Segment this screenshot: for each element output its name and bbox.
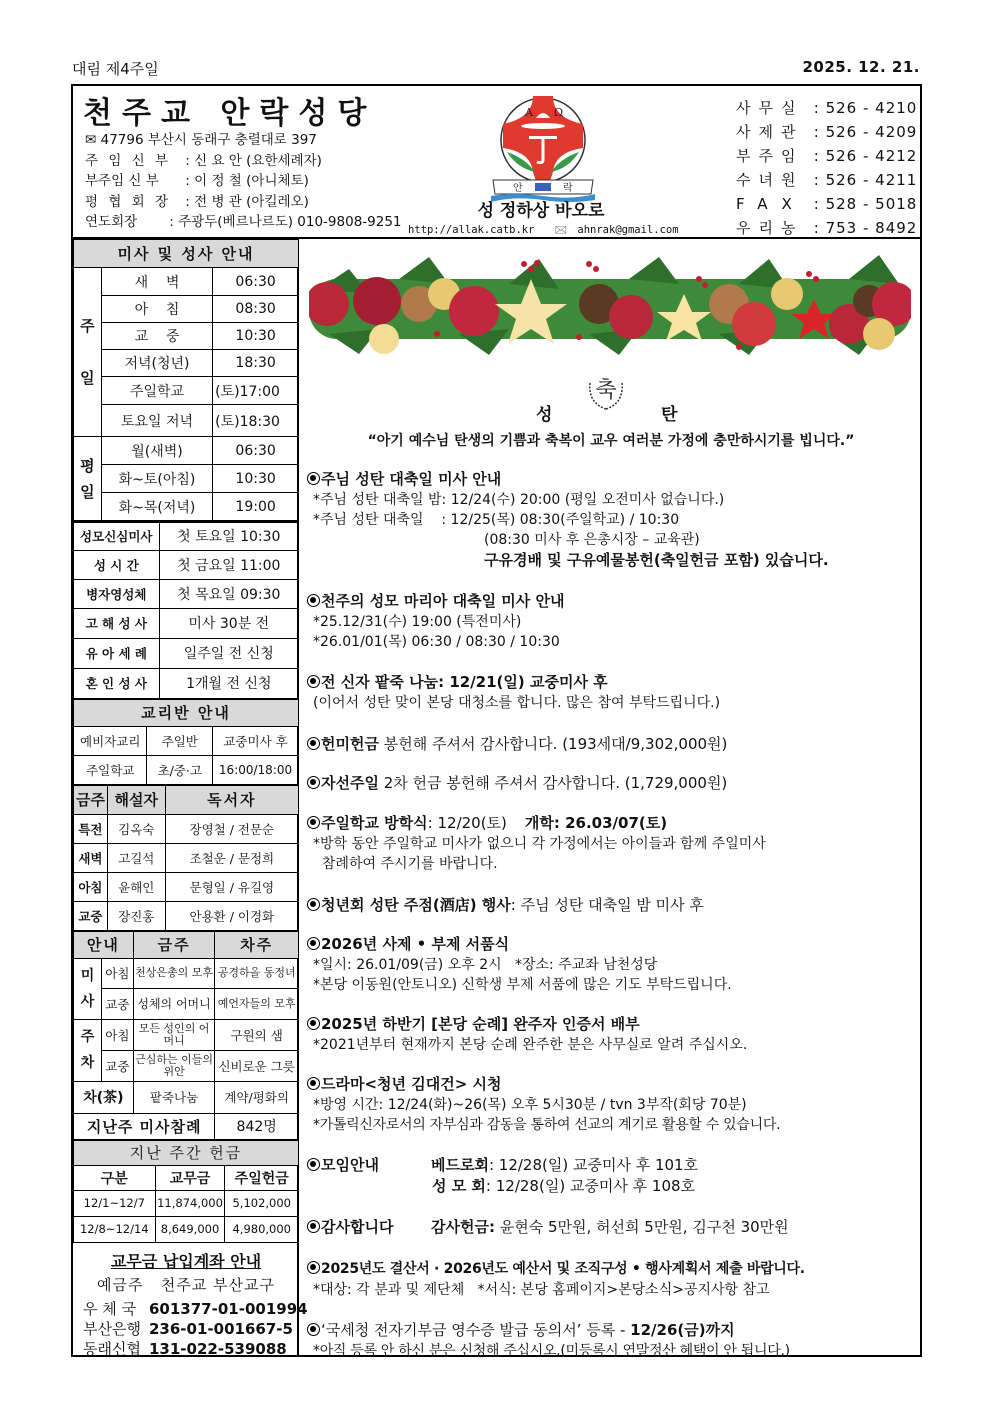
notice-title-text: 천주의 성모 마리아 대축일 미사 안내 <box>321 592 565 610</box>
sacrament-value: 첫 목요일 09:30 <box>159 579 298 608</box>
bullet-icon <box>307 594 320 607</box>
bullet-icon <box>307 816 320 829</box>
notice-title-text: 드라마<청년 김대건> 시청 <box>321 1075 502 1093</box>
notice-title <box>307 934 919 955</box>
christmas-garland-icon <box>309 249 911 359</box>
offering-sunday: 4,980,000 <box>225 1216 299 1242</box>
christmas-message: “아기 예수님 탄생의 기쁨과 축복이 교우 여러분 가정에 충만하시기를 빕니다.” <box>367 433 855 449</box>
phone-number: 526 - 4209 <box>825 123 918 141</box>
notice-line: *26.01/01(목) 06:30 / 08:30 / 10:30 <box>313 634 560 650</box>
phone-row: 부주임 : 526 - 4212 <box>736 144 917 168</box>
heading-right: 탄 <box>661 405 678 425</box>
guide-this-week: 성체의 어머니 <box>133 988 215 1019</box>
account-holder: 예금주 천주교 부산교구 <box>97 1275 275 1294</box>
staff-value: 신 요 안 (요한세례자) <box>194 152 322 169</box>
notice-rice-offering <box>307 734 919 755</box>
phone-label: FAX <box>736 195 806 213</box>
phone-label: 우리농 <box>736 219 804 237</box>
staff-value: 주광두(베르나르도) 010-9808-9251 <box>178 214 402 230</box>
heading-left: 성 <box>536 405 553 425</box>
notice-text: 2차 헌금 봉헌해 주셔서 감사합니다. (1,729,000원) <box>378 774 728 792</box>
notice-title <box>307 1014 919 1035</box>
parish-emblem-icon <box>473 88 613 208</box>
guide-next-week: 신비로운 그릇 <box>215 1050 299 1081</box>
tea-this-week: 팥죽나눔 <box>133 1081 215 1113</box>
reader-commentator: 고길석 <box>107 843 165 872</box>
bullet-icon <box>307 472 320 485</box>
offering-period: 12/1~12/7 <box>74 1190 156 1216</box>
guide-time: 아침 <box>101 958 133 988</box>
mass-name: 화~토(아침) <box>101 465 212 493</box>
funeral-president-row: 연도회장 : 주광두(베르나르도) 010-9808-9251 <box>85 212 402 233</box>
reader-mass: 교중 <box>74 901 108 930</box>
email-link[interactable]: ahnrak@gmail.com <box>577 224 679 236</box>
notice-meetings <box>307 1155 919 1197</box>
notice-title <box>307 469 919 490</box>
notice-line: *2021년부터 현재까지 본당 순례 완주한 분은 사무실로 알려 주십시오. <box>313 1037 748 1053</box>
contact-links <box>408 222 693 240</box>
guide-next-week: 예언자들의 모후 <box>215 988 299 1019</box>
notice-title-text: 청년회 성탄 주점(酒店) 행사 <box>321 896 511 914</box>
assistant-pastor-row: 부주임 신 부 : 이 정 철 (아니체토) <box>85 171 402 192</box>
notice-title-text: ‘국세청 전자기부금 영수증 발급 동의서’ 등록 - <box>321 1321 631 1339</box>
reader-commentator: 윤해인 <box>107 872 165 901</box>
notice-mary-mass <box>307 591 919 652</box>
mass-name: 저녁(청년) <box>101 350 212 377</box>
christmas-garland-image <box>309 249 911 359</box>
bullet-icon <box>307 1323 320 1336</box>
catechism-cell: 주일학교 <box>74 755 147 784</box>
mass-time: 10:30 <box>213 323 299 350</box>
bank-name: 동래신협 <box>83 1339 141 1358</box>
bulletin-date: 2025. 12. 21. <box>802 58 920 76</box>
notice-line: *주님 성탄 대축일 : 12/25(목) 08:30(주일학교) / 10:30 <box>313 512 680 528</box>
catechism-cell: 16:00/18:00 <box>213 755 299 784</box>
mass-time: (토)17:00 <box>213 377 299 405</box>
notice-line: *일시: 26.01/09(금) 오후 2시 *장소: 주교좌 남천성당 <box>313 957 658 973</box>
attendance-label: 지난주 미사참례 <box>74 1113 215 1139</box>
phone-list <box>736 96 917 240</box>
catechism-cell: 주일반 <box>147 726 213 755</box>
mass-name: 주일학교 <box>101 377 212 405</box>
phone-label: 사제관 <box>736 123 804 141</box>
mass-time: 06:30 <box>213 268 299 296</box>
guide-time: 교중 <box>101 988 133 1019</box>
svg-text:A: A <box>525 106 533 119</box>
mass-time: 18:30 <box>213 350 299 377</box>
parish-info <box>85 130 402 233</box>
bullet-icon <box>307 776 320 789</box>
tea-label: 차(茶) <box>74 1081 134 1113</box>
pastor-row: 주 임 신 부 : 신 요 안 (요한세례자) <box>85 151 402 172</box>
sacrament-name: 성 시 간 <box>74 550 160 579</box>
bullet-icon <box>307 937 320 950</box>
offering-period: 12/8~12/14 <box>74 1216 156 1242</box>
notice-title <box>307 1217 919 1238</box>
notice-title <box>307 813 919 834</box>
notice-title <box>307 1155 919 1176</box>
mass-name: 월(새벽) <box>101 437 212 465</box>
address: ✉ 47796 부산시 동래구 충렬대로 397 <box>85 132 317 148</box>
bank-name: 우 체 국 <box>83 1299 137 1318</box>
notice-sunday-school <box>307 813 919 874</box>
svg-text:안: 안 <box>513 183 523 194</box>
mass-time: 06:30 <box>213 437 299 465</box>
notice-text: : 주님 성탄 대축일 밤 미사 후 <box>510 896 704 914</box>
right-column <box>301 239 920 1359</box>
mass-time: 10:30 <box>213 465 299 493</box>
meeting-info: : 12/28(일) 교중미사 후 108호 <box>485 1177 696 1195</box>
notice-line: *방학 동안 주일학교 미사가 없으니 각 가정에서는 아이들과 함께 주일미사 <box>313 836 766 852</box>
tea-next-week: 계약/평화의 <box>215 1081 299 1113</box>
readers-header: 해설자 <box>107 785 165 814</box>
council-president-row: 평 협 회 장 : 전 병 관 (아킬레오) <box>85 192 402 213</box>
bullet-icon <box>307 1261 320 1274</box>
reader-mass: 특전 <box>74 814 108 843</box>
notice-title-text: 주일학교 방학식 <box>321 814 428 832</box>
phone-row: 수녀원 : 526 - 4211 <box>736 168 917 192</box>
offering-dues: 8,649,000 <box>155 1216 225 1242</box>
mass-guide-label: 미 사 <box>74 958 102 1019</box>
phone-number: 753 - 8492 <box>825 219 918 237</box>
mass-name: 교 중 <box>101 323 212 350</box>
notice-title-text: 주님 성탄 대축일 미사 안내 <box>321 470 502 488</box>
guide-time: 아침 <box>101 1019 133 1050</box>
notice-title-text: 자선주일 <box>321 774 379 792</box>
notice-red-bean <box>307 672 919 713</box>
sunday-label: 주 일 <box>74 268 102 437</box>
account-info <box>73 1243 308 1359</box>
weekday-label: 평 일 <box>74 437 102 521</box>
bullet-icon <box>307 1017 320 1030</box>
catechism-title: 교리반 안내 <box>74 699 299 726</box>
sacrament-value: 일주일 전 신청 <box>159 638 298 668</box>
staff-value: 전 병 관 (아킬레오) <box>194 193 309 210</box>
reader-commentator: 장진홍 <box>107 901 165 930</box>
readers-header: 금주 <box>74 785 108 814</box>
notice-line: *아직 등록 안 하신 분은 신청해 주십시오.(미등록시 연말정산 혜택이 안 됩니다.) <box>313 1343 790 1359</box>
mass-schedule-table <box>73 239 299 521</box>
notice-title <box>307 734 919 755</box>
sacrament-value: 첫 금요일 11:00 <box>159 550 298 579</box>
notice-title <box>307 1320 919 1341</box>
guide-this-week: 근심하는 이들의 위안 <box>133 1050 215 1081</box>
phone-label: 부주임 <box>736 147 804 165</box>
meeting-info: : 12/28(일) 교중미사 후 101호 <box>488 1156 699 1174</box>
parish-logo <box>473 88 613 208</box>
sacraments-table <box>73 521 299 699</box>
offering-title: 지난 주간 헌금 <box>74 1140 299 1165</box>
notice-text: 윤현숙 5만원, 허선희 5만원, 김구천 30만원 <box>494 1218 789 1236</box>
notice-title <box>307 672 919 693</box>
bank-account <box>83 1319 293 1339</box>
notice-title <box>307 591 919 612</box>
notice-line: *본당 이동원(안토니오) 신학생 부제 서품에 많은 기도 부탁드립니다. <box>313 977 732 993</box>
phone-number: 526 - 4210 <box>825 99 918 117</box>
bullet-icon <box>307 1220 320 1233</box>
notice-text: 봉헌해 주셔서 감사합니다. (193세대/9,302,000원) <box>378 735 728 753</box>
offering-header: 주일헌금 <box>225 1165 299 1190</box>
guides-table <box>73 931 299 1140</box>
notice-line: 참례하여 주시기를 바랍니다. <box>313 856 498 872</box>
thanks-label: 감사헌금: <box>431 1218 495 1236</box>
mass-name: 토요일 저녁 <box>101 405 212 437</box>
offering-dues: 11,874,000 <box>155 1190 225 1216</box>
mass-schedule-title: 미사 및 성사 안내 <box>74 240 299 268</box>
notice-title-text: 2025년도 결산서 · 2026년도 예산서 및 조직구성 • 행사계획서 제출 바랍니다. <box>321 1261 805 1277</box>
notice-title-text: 감사합니다 <box>321 1218 394 1236</box>
meeting-group: 성 모 회 <box>432 1177 486 1195</box>
guide-this-week: 천상은총의 모후 <box>133 958 215 988</box>
notice-thanks <box>307 1217 919 1238</box>
phone-row: 사무실 : 526 - 4210 <box>736 96 917 120</box>
notice-title <box>307 1074 919 1095</box>
bullet-icon <box>307 898 320 911</box>
notice-title <box>307 1259 919 1280</box>
reader-mass: 새벽 <box>74 843 108 872</box>
guide-this-week: 모든 성인의 어머니 <box>133 1019 215 1050</box>
mass-name: 화~목(저녁) <box>101 493 212 521</box>
liturgical-week: 대림 제4주일 <box>72 60 159 78</box>
mail-icon: 🖂 <box>554 224 568 236</box>
attendance-value: 842명 <box>215 1113 299 1139</box>
bullet-icon <box>307 1077 320 1090</box>
bullet-icon <box>307 1158 320 1171</box>
bullet-icon <box>307 675 320 688</box>
phone-row: FAX : 528 - 5018 <box>736 192 917 216</box>
account-number: 601377-01-001994 <box>149 1299 308 1318</box>
mass-name: 아 침 <box>101 296 212 323</box>
notice-text: : 12/20(토) <box>427 814 507 832</box>
mass-time: 08:30 <box>213 296 299 323</box>
phone-label: 사무실 <box>736 99 804 117</box>
catechism-table <box>73 699 299 785</box>
phone-number: 528 - 5018 <box>825 195 918 213</box>
reader-commentator: 김옥숙 <box>107 814 165 843</box>
svg-text:축: 축 <box>595 378 617 403</box>
catechism-cell: 초/중·고 <box>147 755 213 784</box>
readers-table <box>73 785 299 931</box>
left-column <box>73 239 308 1358</box>
notice-line: (이어서 성탄 맞이 본당 대청소를 합니다. 많은 참여 부탁드립니다.) <box>313 695 721 711</box>
staff-label: 부주임 신 부 <box>85 173 159 189</box>
christmas-heading <box>301 367 920 427</box>
bank-account <box>83 1339 289 1359</box>
notice-charity-sunday <box>307 773 919 794</box>
reader-names: 조철운 / 문정희 <box>165 843 298 872</box>
guide-time: 교중 <box>101 1050 133 1081</box>
sacrament-name: 유 아 세 례 <box>74 638 160 668</box>
homepage-link[interactable]: http://allak.catb.kr <box>408 224 535 236</box>
svg-text:Ω: Ω <box>554 106 564 119</box>
notice-ordination <box>307 934 919 995</box>
phone-number: 526 - 4211 <box>825 171 918 189</box>
phone-number: 526 - 4212 <box>825 147 918 165</box>
notice-line-bold: 구유경배 및 구유예물봉헌(축일헌금 포함) 있습니다. <box>484 551 829 569</box>
offering-header: 구분 <box>74 1165 156 1190</box>
sacrament-value: 미사 30분 전 <box>159 608 298 638</box>
account-number: 131-022-539088 <box>149 1339 287 1358</box>
offering-sunday: 5,102,000 <box>225 1190 299 1216</box>
account-number: 236-01-001667-5 <box>149 1319 293 1338</box>
staff-label: 연도회장 <box>85 214 138 230</box>
readers-header: 독서자 <box>165 785 298 814</box>
account-title: 교무금 납입계좌 안내 <box>110 1251 262 1271</box>
staff-label: 평 협 회 장 <box>85 193 172 210</box>
notice-title-text: 2026년 사제 • 부제 서품식 <box>321 935 510 953</box>
guides-header: 안내 <box>74 931 134 958</box>
sacrament-name: 병자영성체 <box>74 579 160 608</box>
reader-names: 안용환 / 이경화 <box>165 901 298 930</box>
offering-table <box>73 1140 299 1243</box>
parking-guide-label: 주 차 <box>74 1019 102 1081</box>
notice-title-text: 헌미헌금 <box>321 735 379 753</box>
catechism-cell: 교중미사 후 <box>213 726 299 755</box>
notice-line: *주님 성탄 대축일 밤: 12/24(수) 20:00 (평일 오전미사 없습니다.) <box>313 492 725 508</box>
notice-line: *방영 시간: 12/24(화)~26(목) 오후 5시30분 / tvn 3부작(회당 70분) <box>313 1097 747 1113</box>
reader-names: 장영철 / 전문순 <box>165 814 298 843</box>
guide-next-week: 구원의 샘 <box>215 1019 299 1050</box>
notice-line: *가톨릭신자로서의 자부심과 감동을 통하여 선교의 계기로 활용할 수 있습니다. <box>313 1117 781 1133</box>
notice-reopen-date: 개학: 26.03/07(토) <box>524 814 668 832</box>
offering-header: 교무금 <box>155 1165 225 1190</box>
notice-budget <box>307 1259 919 1300</box>
staff-label: 주 임 신 부 <box>85 152 172 169</box>
wreath-emblem <box>582 369 630 413</box>
reader-names: 문형일 / 유길영 <box>165 872 298 901</box>
notice-title-text: 전 신자 팥죽 나눔: 12/21(일) 교중미사 후 <box>321 673 608 691</box>
bank-name: 부산은행 <box>83 1319 141 1338</box>
notice-drama <box>307 1074 919 1135</box>
catechism-cell: 예비자교리 <box>74 726 147 755</box>
notice-title <box>307 773 919 794</box>
notice-deadline: 12/26(금)까지 <box>630 1321 735 1339</box>
notice-pilgrimage <box>307 1014 919 1055</box>
sacrament-name: 성모신심미사 <box>74 522 160 550</box>
phone-row: 사제관 : 526 - 4209 <box>736 120 917 144</box>
svg-text:락: 락 <box>563 183 573 194</box>
bullet-icon <box>307 737 320 750</box>
meeting-row <box>307 1176 919 1197</box>
guide-next-week: 공경하올 동정녀 <box>215 958 299 988</box>
notice-title-text: 모임안내 <box>321 1156 379 1174</box>
guides-header: 금주 <box>133 931 215 958</box>
phone-row: 우리농 : 753 - 8492 <box>736 216 917 240</box>
sacrament-name: 혼 인 성 사 <box>74 668 160 698</box>
notice-line: (08:30 미사 후 은총시장 – 교육관) <box>484 532 700 548</box>
mass-time: (토)18:30 <box>213 405 299 437</box>
parish-title: 천주교 안락성당 <box>83 96 377 131</box>
top-line <box>72 58 920 80</box>
sacrament-value: 첫 토요일 10:30 <box>159 522 298 550</box>
reader-mass: 아침 <box>74 872 108 901</box>
phone-label: 수녀원 <box>736 171 804 189</box>
bank-account <box>83 1299 308 1319</box>
mass-name: 새 벽 <box>101 268 212 296</box>
notice-tax-receipt <box>307 1320 919 1361</box>
notice-christmas-mass <box>307 469 919 570</box>
notice-title-text: 2025년 하반기 [본당 순례] 완주자 인증서 배부 <box>321 1015 640 1033</box>
notice-title <box>307 895 919 916</box>
notice-line: *25.12/31(수) 19:00 (특전미사) <box>313 614 522 630</box>
guides-header: 차주 <box>215 931 299 958</box>
notice-youth-pub <box>307 895 919 916</box>
meeting-group: 베드로회 <box>431 1156 489 1174</box>
sacrament-name: 고 해 성 사 <box>74 608 160 638</box>
staff-value: 이 정 철 (아니체토) <box>194 173 309 189</box>
notice-line: *대상: 각 분과 및 제단체 *서식: 본당 홈페이지>본당소식>공지사항 참고 <box>313 1282 770 1298</box>
laurel-wreath-icon <box>582 369 630 413</box>
mass-time: 19:00 <box>213 493 299 521</box>
header <box>73 86 920 239</box>
sacrament-value: 1개월 전 신청 <box>159 668 298 698</box>
patron-saint: 성 정하상 바오로 <box>477 201 605 221</box>
bulletin-page <box>71 84 922 1357</box>
